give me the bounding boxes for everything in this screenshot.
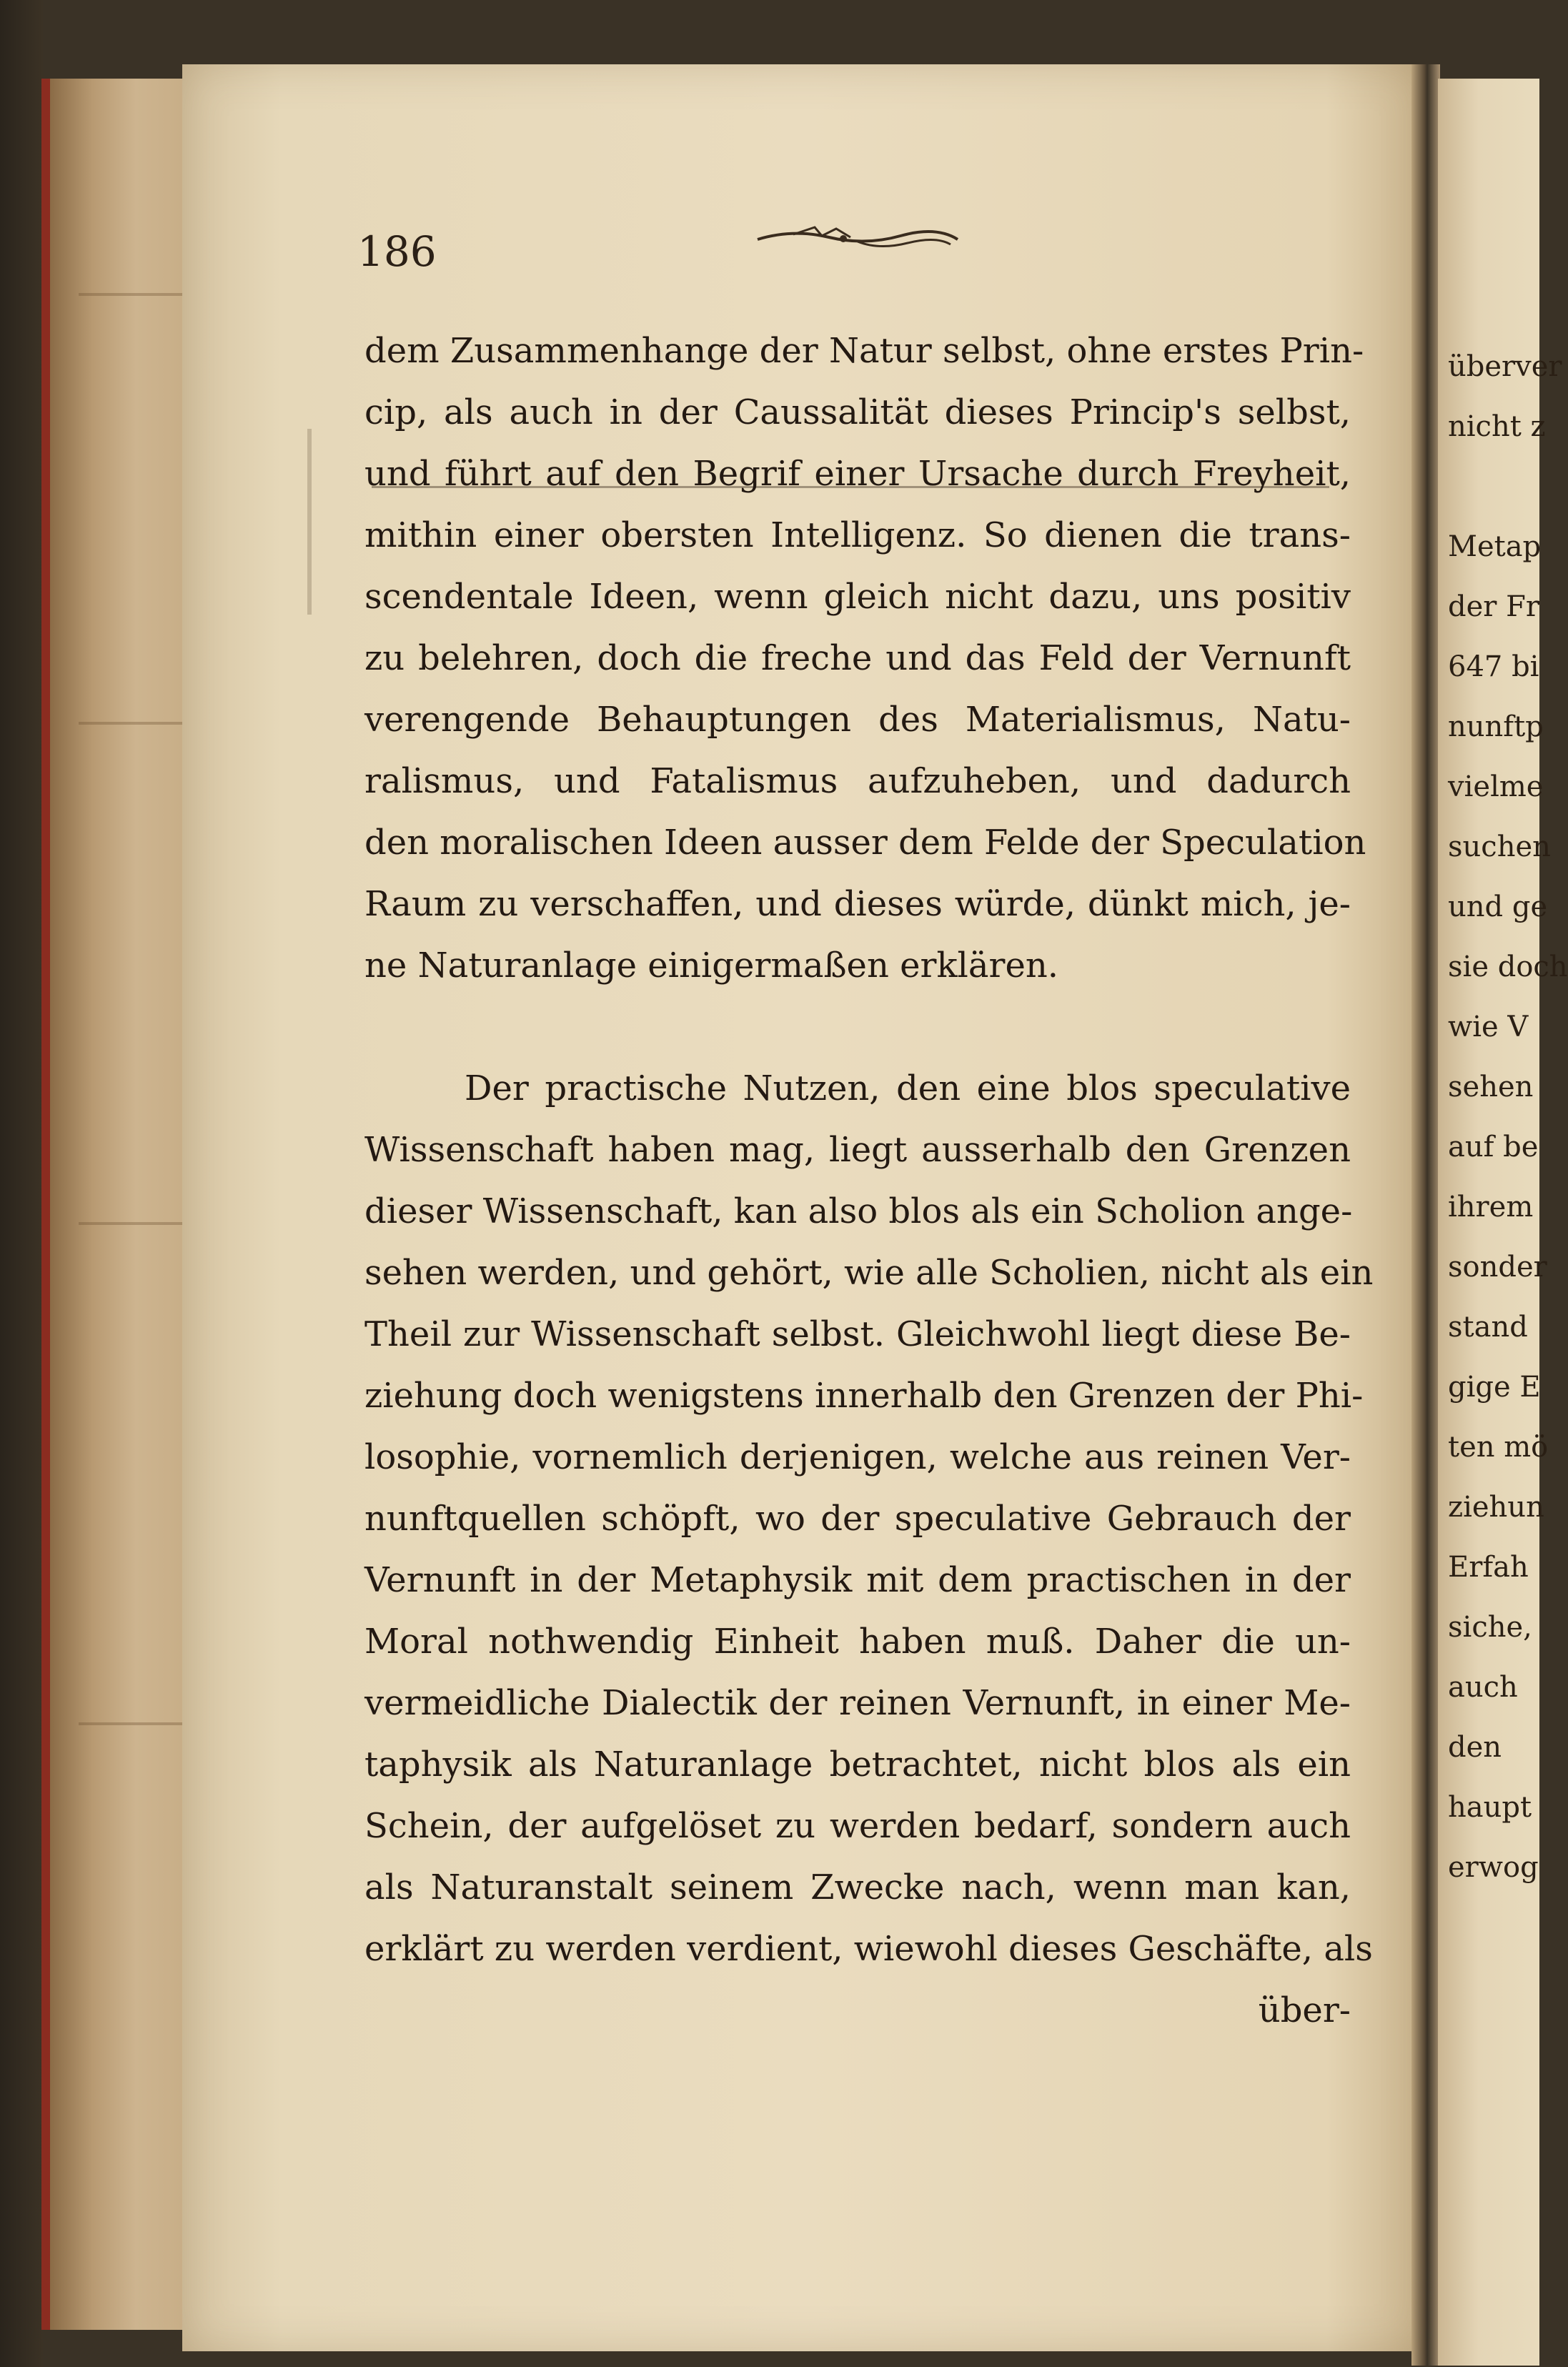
page-edge: [41, 79, 193, 2330]
text-line: dieser Wissenschaft, kan also blos als ein Scholion ange-: [364, 1191, 1353, 1231]
text-line: Vernunft in der Metaphysik mit dem practischen in der: [364, 1560, 1351, 1600]
pencil-margin-mark: [307, 429, 312, 615]
text-line: Raum zu verschaffen, und dieses würde, dünkt mich, je-: [364, 884, 1351, 924]
facing-page-line: vielme: [1448, 770, 1544, 803]
text-line: den moralischen Ideen ausser dem Felde der Speculation: [364, 823, 1366, 863]
text-line: vermeidliche Dialectik der reinen Vernunft, in einer Me-: [364, 1683, 1351, 1723]
decorative-rule-icon: [750, 222, 965, 257]
text-line: und führt auf den Begrif einer Ursache durch Freyheit,: [364, 454, 1351, 494]
text-line: sehen werden, und gehört, wie alle Scholien, nicht als ein: [364, 1253, 1374, 1293]
text-line: zu belehren, doch die freche und das Feld der Vernunft: [364, 638, 1351, 678]
paragraph: [364, 1058, 1374, 1980]
facing-page-line: auf be: [1448, 1131, 1539, 1163]
facing-page-line: wie V: [1448, 1011, 1529, 1043]
text-line: ziehung doch wenigstens innerhalb den Grenzen der Phi-: [364, 1376, 1364, 1416]
text-line: erklärt zu werden verdient, wiewohl dieses Geschäfte, als: [364, 1929, 1373, 1969]
facing-page-line: nunftp: [1448, 710, 1544, 743]
edge-mark: [79, 722, 186, 725]
facing-page: [1438, 79, 1568, 2366]
facing-page-line: überver: [1448, 350, 1562, 383]
text-line: verengende Behauptungen des Materialismus, Natu-: [364, 700, 1351, 740]
facing-page-line: 647 bi: [1448, 650, 1539, 683]
catchword: über-: [1258, 1990, 1351, 2030]
facing-page-line: stand: [1448, 1311, 1528, 1344]
facing-page-line: nicht z: [1448, 410, 1546, 443]
facing-page-line: sie doch: [1448, 951, 1568, 983]
text-line: Theil zur Wissenschaft selbst. Gleichwohl liegt diese Be-: [364, 1314, 1351, 1354]
page-number: 186: [357, 227, 437, 276]
text-line: Moral nothwendig Einheit haben muß. Daher die un-: [364, 1622, 1351, 1662]
text-line: taphysik als Naturanlage betrachtet, nicht blos als ein: [364, 1745, 1351, 1785]
text-line: cip, als auch in der Caussalität dieses Princip's selbst,: [364, 392, 1351, 432]
text-line: Schein, der aufgelöset zu werden bedarf, sondern auch: [364, 1806, 1351, 1846]
text-line: nunftquellen schöpft, wo der speculative Gebrauch der: [364, 1499, 1351, 1539]
text-line: Wissenschaft haben mag, liegt ausserhalb den Grenzen: [364, 1130, 1351, 1170]
text-line: ralismus, und Fatalismus aufzuheben, und dadurch: [364, 761, 1351, 801]
text-line: mithin einer obersten Intelligenz. So dienen die trans-: [364, 515, 1351, 555]
facing-page-line: und ge: [1448, 890, 1548, 923]
paragraph: [364, 320, 1366, 996]
body-text: [364, 320, 1374, 2041]
text-line: scendentale Ideen, wenn gleich nicht dazu, uns positiv: [364, 577, 1351, 617]
facing-page-line: ten mö: [1448, 1431, 1549, 1464]
text-line: Der practische Nutzen, den eine blos speculative: [465, 1068, 1351, 1108]
book-spine-shadow: [0, 0, 43, 2367]
text-line: als Naturanstalt seinem Zwecke nach, wenn man kan,: [364, 1867, 1351, 1907]
edge-mark: [79, 1222, 186, 1225]
facing-page-line: sehen: [1448, 1071, 1534, 1103]
facing-page-line: suchen: [1448, 830, 1551, 863]
facing-page-line: siche,: [1448, 1611, 1532, 1644]
text-line: losophie, vornemlich derjenigen, welche aus reinen Ver-: [364, 1437, 1351, 1477]
facing-page-line: ziehun: [1448, 1491, 1544, 1524]
facing-page-line: den: [1448, 1731, 1502, 1764]
facing-page-line: erwog: [1448, 1851, 1539, 1884]
facing-page-line: Erfah: [1448, 1551, 1529, 1584]
facing-page-line: haupt: [1448, 1791, 1532, 1824]
facing-page-line: sonder: [1448, 1251, 1547, 1284]
text-line: dem Zusammenhange der Natur selbst, ohne erstes Prin-: [364, 331, 1364, 371]
facing-page-line: auch: [1448, 1671, 1518, 1704]
book-gutter: [1411, 64, 1440, 2366]
facing-page-line: ihrem: [1448, 1191, 1534, 1224]
facing-page-line: gige E: [1448, 1371, 1541, 1404]
facing-page-line: der Fr: [1448, 590, 1539, 623]
facing-page-line: Metap: [1448, 530, 1542, 563]
edge-mark: [79, 1722, 186, 1725]
edge-mark: [79, 293, 186, 296]
text-line: ne Naturanlage einigermaßen erklären.: [364, 946, 1059, 986]
